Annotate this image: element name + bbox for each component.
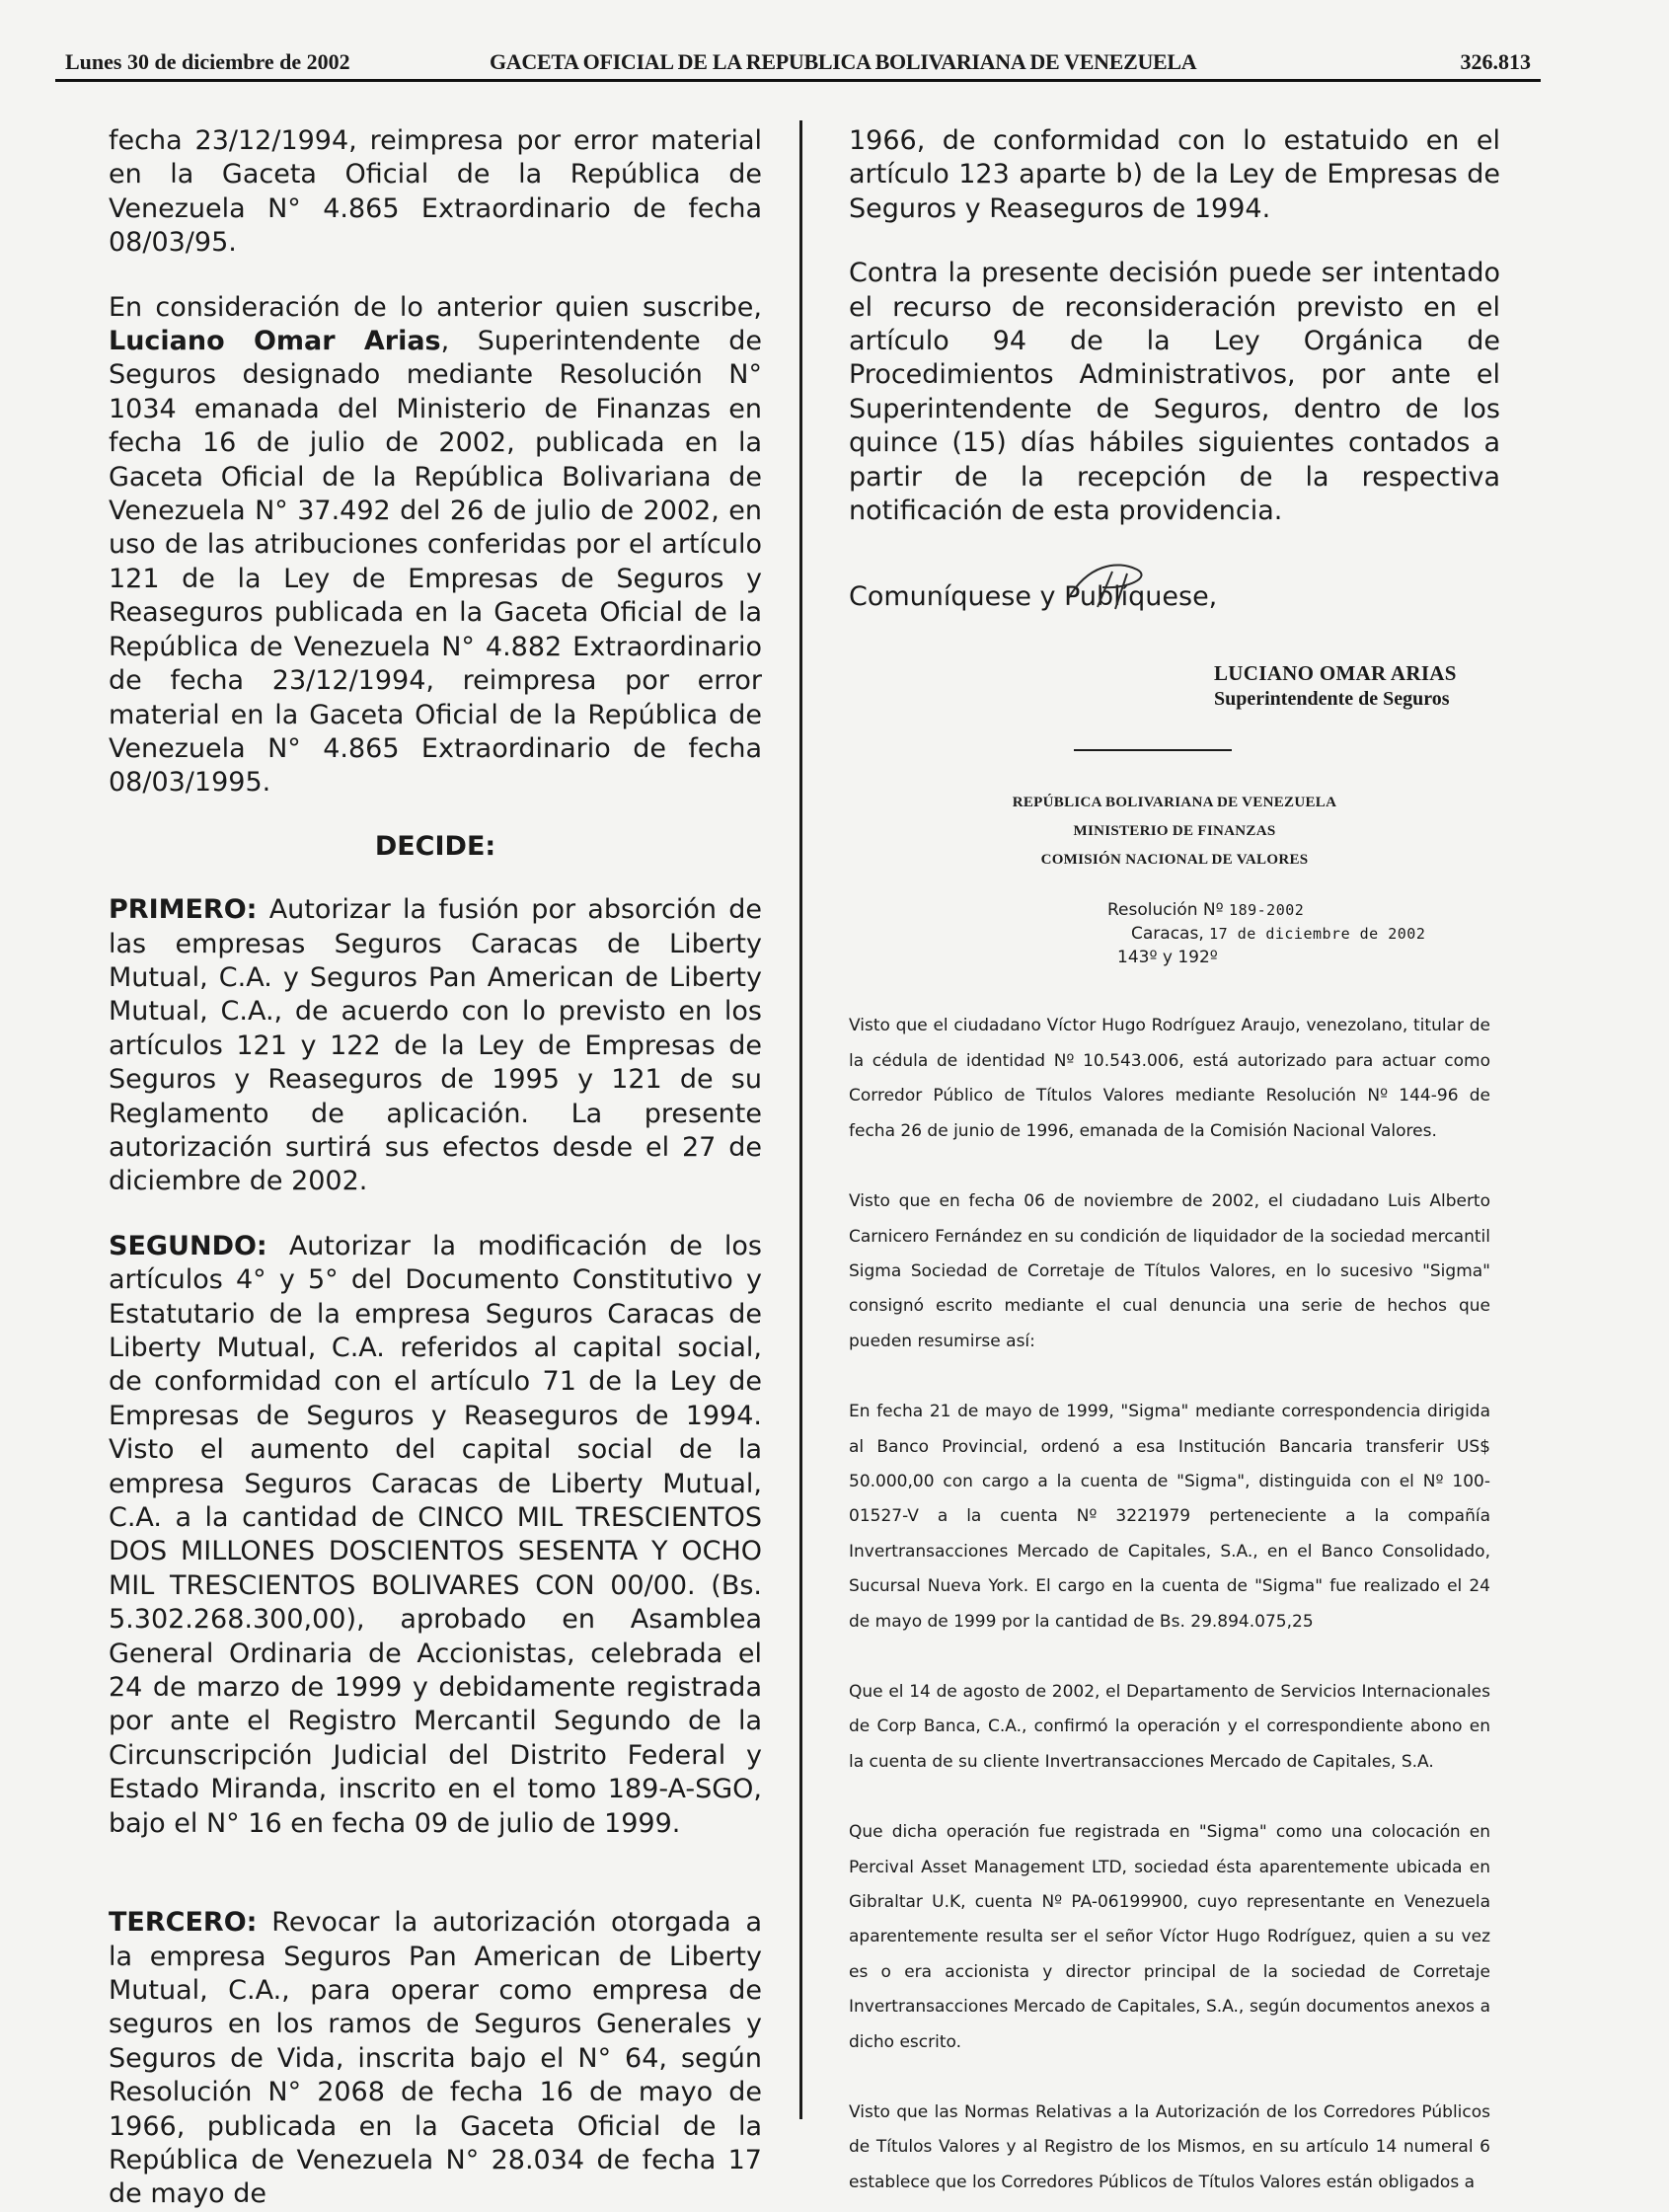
republic-line: REPÚBLICA BOLIVARIANA DE VENEZUELA <box>1012 795 1337 811</box>
resolution-label: Resolución Nº <box>1107 900 1224 921</box>
resolution-place: Caracas, <box>1131 924 1204 945</box>
resolution-number-line <box>1107 898 1500 922</box>
consideration-text: En consideración de lo anterior quien suscribe, <box>109 291 762 323</box>
tercero-paragraph <box>109 1906 762 2212</box>
comuniquese-text: Comuníquese y Publíquese, <box>849 581 1218 613</box>
signatory-title: Superintendente de Seguros <box>1214 688 1450 711</box>
visto-paragraph-1: Visto que el ciudadano Víctor Hugo Rodríguez Araujo, venezolano, titular de la cédula de identidad Nº 10.543.006, está autorizado para actuar como Corredor Público de Títulos Valores mediante Resolución Nº 144-96 de fecha 26 de junio de 1996, emanada de la Comisión Nacional Valores. <box>849 1016 1490 1141</box>
resolution-date: 17 de diciembre de 2002 <box>1209 925 1426 944</box>
header-date: Lunes 30 de diciembre de 2002 <box>65 49 350 74</box>
primero-text: Autorizar la fusión por absorción de las empresas Seguros Caracas de Liberty Mutual, C.A. y Seguros Pan American de Liberty Mutual, C.A., de acuerdo con lo previsto en los artículos 121 y 122 de la Ley de Empresas de Seguros y Reaseguros de 1995 y 121 de su Reglamento de aplicación. La presente autorización surtirá sus efectos desde el 27 de diciembre de 2002. <box>109 894 762 1197</box>
gazette-header <box>55 47 1541 82</box>
comuniquese-line <box>849 560 1500 619</box>
header-title: GACETA OFICIAL DE LA REPUBLICA BOLIVARIANA DE VENEZUELA <box>490 49 1197 74</box>
handwritten-signature <box>1058 560 1167 619</box>
left-paragraph-1: fecha 23/12/1994, reimpresa por error material en la Gaceta Oficial de la República de Venezuela N° 4.865 Extraordinario de fecha 08/03/95. <box>109 125 762 259</box>
tercero-text: Revocar la autorización otorgada a la empresa Seguros Pan American de Liberty Mutual, C.A., para operar como empresa de seguros en los ramos de Seguros Generales y Seguros de Vida, inscrita bajo el N° 64, según Resolución N° 2068 de fecha 16 de mayo de 1966, publicada en la Gaceta Oficial de la República de Venezuela N° 28.034 de fecha 17 de mayo de <box>109 1907 762 2210</box>
segundo-label: SEGUNDO: <box>109 1230 267 1261</box>
right-paragraph-2: Contra la presente decisión puede ser intentado el recurso de reconsideración previsto en el artículo 94 de la Ley Orgánica de Procedimientos Administrativos, por ante el Superintendente de Seguros, dentro de los quince (15) días hábiles siguientes contados a partir de la recepción de la respectiva notificación de esta providencia. <box>849 258 1500 527</box>
ministry-line: MINISTERIO DE FINANZAS <box>1073 823 1276 840</box>
resolution-date-line <box>1131 922 1500 946</box>
commission-line: COMISIÓN NACIONAL DE VALORES <box>1040 852 1309 869</box>
signatory-name: LUCIANO OMAR ARIAS <box>1214 661 1457 686</box>
segundo-text: Autorizar la modificación de los artículos 4° y 5° del Documento Constitutivo y Estatutario de la empresa Seguros Caracas de Liberty Mutual, C.A. referidos al capital social, de conformidad con el artículo 71 de la Ley de Empresas de Seguros y Reaseguros de 1994. Visto el aumento del capital social de la empresa Seguros Caracas de Liberty Mutual, C.A. a la cantidad de CINCO MIL TRESCIENTOS DOS MILLONES DOSCIENTOS SESENTA Y OCHO MIL TRESCIENTOS BOLIVARES CON 00/00. (Bs. 5.302.268.300,00), aprobado en Asamblea General Ordinaria de Accionistas, celebrada el 24 de marzo de 1999 y debidamente registrada por ante el Registro Mercantil Segundo de la Circunscripción Judicial del Distrito Federal y Estado Miranda, inscrito en el tomo 189-A-SGO, bajo el N° 16 en fecha 09 de julio de 1999. <box>109 1230 762 1839</box>
column-divider <box>799 120 802 2119</box>
consideration-text-cont: , Superintendente de Seguros designado mediante Resolución N° 1034 emanada del Ministerio de Finanzas en fecha 16 de julio de 2002, publicada en la Gaceta Oficial de la República Bolivariana de Venezuela N° 37.492 del 26 de julio de 2002, en uso de las atribuciones conferidas por el artículo 121 de la Ley de Empresas de Seguros y Reaseguros publicada en la Gaceta Oficial de la República de Venezuela N° 4.882 Extraordinario de fecha 23/12/1994, reimpresa por error material en la Gaceta Oficial de la República de Venezuela N° 4.865 Extraordinario de fecha 08/03/1995. <box>109 326 762 799</box>
left-column <box>109 124 762 2212</box>
header-page-number: 326.813 <box>1460 49 1531 74</box>
signer-name: Luciano Omar Arias <box>109 326 441 357</box>
resolution-meta <box>1107 898 1500 969</box>
visto-paragraph-3: Visto que las Normas Relativas a la Autorización de los Corredores Públicos de Títulos Valores y al Registro de los Mismos, en su artículo 14 numeral 6 establece que los Corredores Públicos de Títulos Valores están obligados a <box>849 2102 1490 2192</box>
tercero-label: TERCERO: <box>109 1907 258 1939</box>
right-column <box>849 124 1500 2200</box>
primero-label: PRIMERO: <box>109 894 258 926</box>
segundo-paragraph <box>109 1230 762 1841</box>
right-paragraph-1: 1966, de conformidad con lo estatuido en el artículo 123 aparte b) de la Ley de Empresas de Seguros y Reaseguros de 1994. <box>849 125 1500 224</box>
resolution-years: 143º y 192º <box>1117 948 1218 968</box>
primero-paragraph <box>109 893 762 1199</box>
left-paragraph-2 <box>109 291 762 801</box>
section-separator <box>1074 749 1232 751</box>
fact-paragraph-2: Que el 14 de agosto de 2002, el Departamento de Servicios Internacionales de Corp Banca, C.A., confirmó la operación y el correspondiente abono en la cuenta de su cliente Invertransacciones Mercado de Capitales, S.A. <box>849 1681 1490 1772</box>
signature-block <box>1214 660 1500 712</box>
decide-heading: DECIDE: <box>374 830 496 862</box>
fact-paragraph-3: Que dicha operación fue registrada en "Sigma" como una colocación en Percival Asset Management LTD, sociedad ésta aparentemente ubicada en Gibraltar U.K, cuenta Nº PA-06199900, cuyo representante en Venezuela aparentemente resulta ser el señor Víctor Hugo Rodríguez, quien a su vez es o era accionista y director principal de la sociedad de Corretaje Invertransacciones Mercado de Capitales, S.A., según documentos anexos a dicho escrito. <box>849 1822 1490 2052</box>
visto-paragraph-2: Visto que en fecha 06 de noviembre de 2002, el ciudadano Luis Alberto Carnicero Fernández en su condición de liquidador de la sociedad mercantil Sigma Sociedad de Corretaje de Títulos Valores, en lo sucesivo "Sigma" consignó escrito mediante el cual denuncia una serie de hechos que pueden resumirse así: <box>849 1191 1490 1351</box>
fact-paragraph-1: En fecha 21 de mayo de 1999, "Sigma" mediante correspondencia dirigida al Banco Provincial, ordenó a esa Institución Bancaria transferir US$ 50.000,00 con cargo a la cuenta de "Sigma", distinguida con el Nº 100-01527-V a la cuenta Nº 3221979 perteneciente a la compañía Invertransacciones Mercado de Capitales, S.A., en el Banco Consolidado, Sucursal Nueva York. El cargo en la cuenta de "Sigma" fue realizado el 24 de mayo de 1999 por la cantidad de Bs. 29.894.075,25 <box>849 1402 1490 1632</box>
resolution-heading <box>849 789 1500 875</box>
resolution-number: 189-2002 <box>1229 901 1305 920</box>
